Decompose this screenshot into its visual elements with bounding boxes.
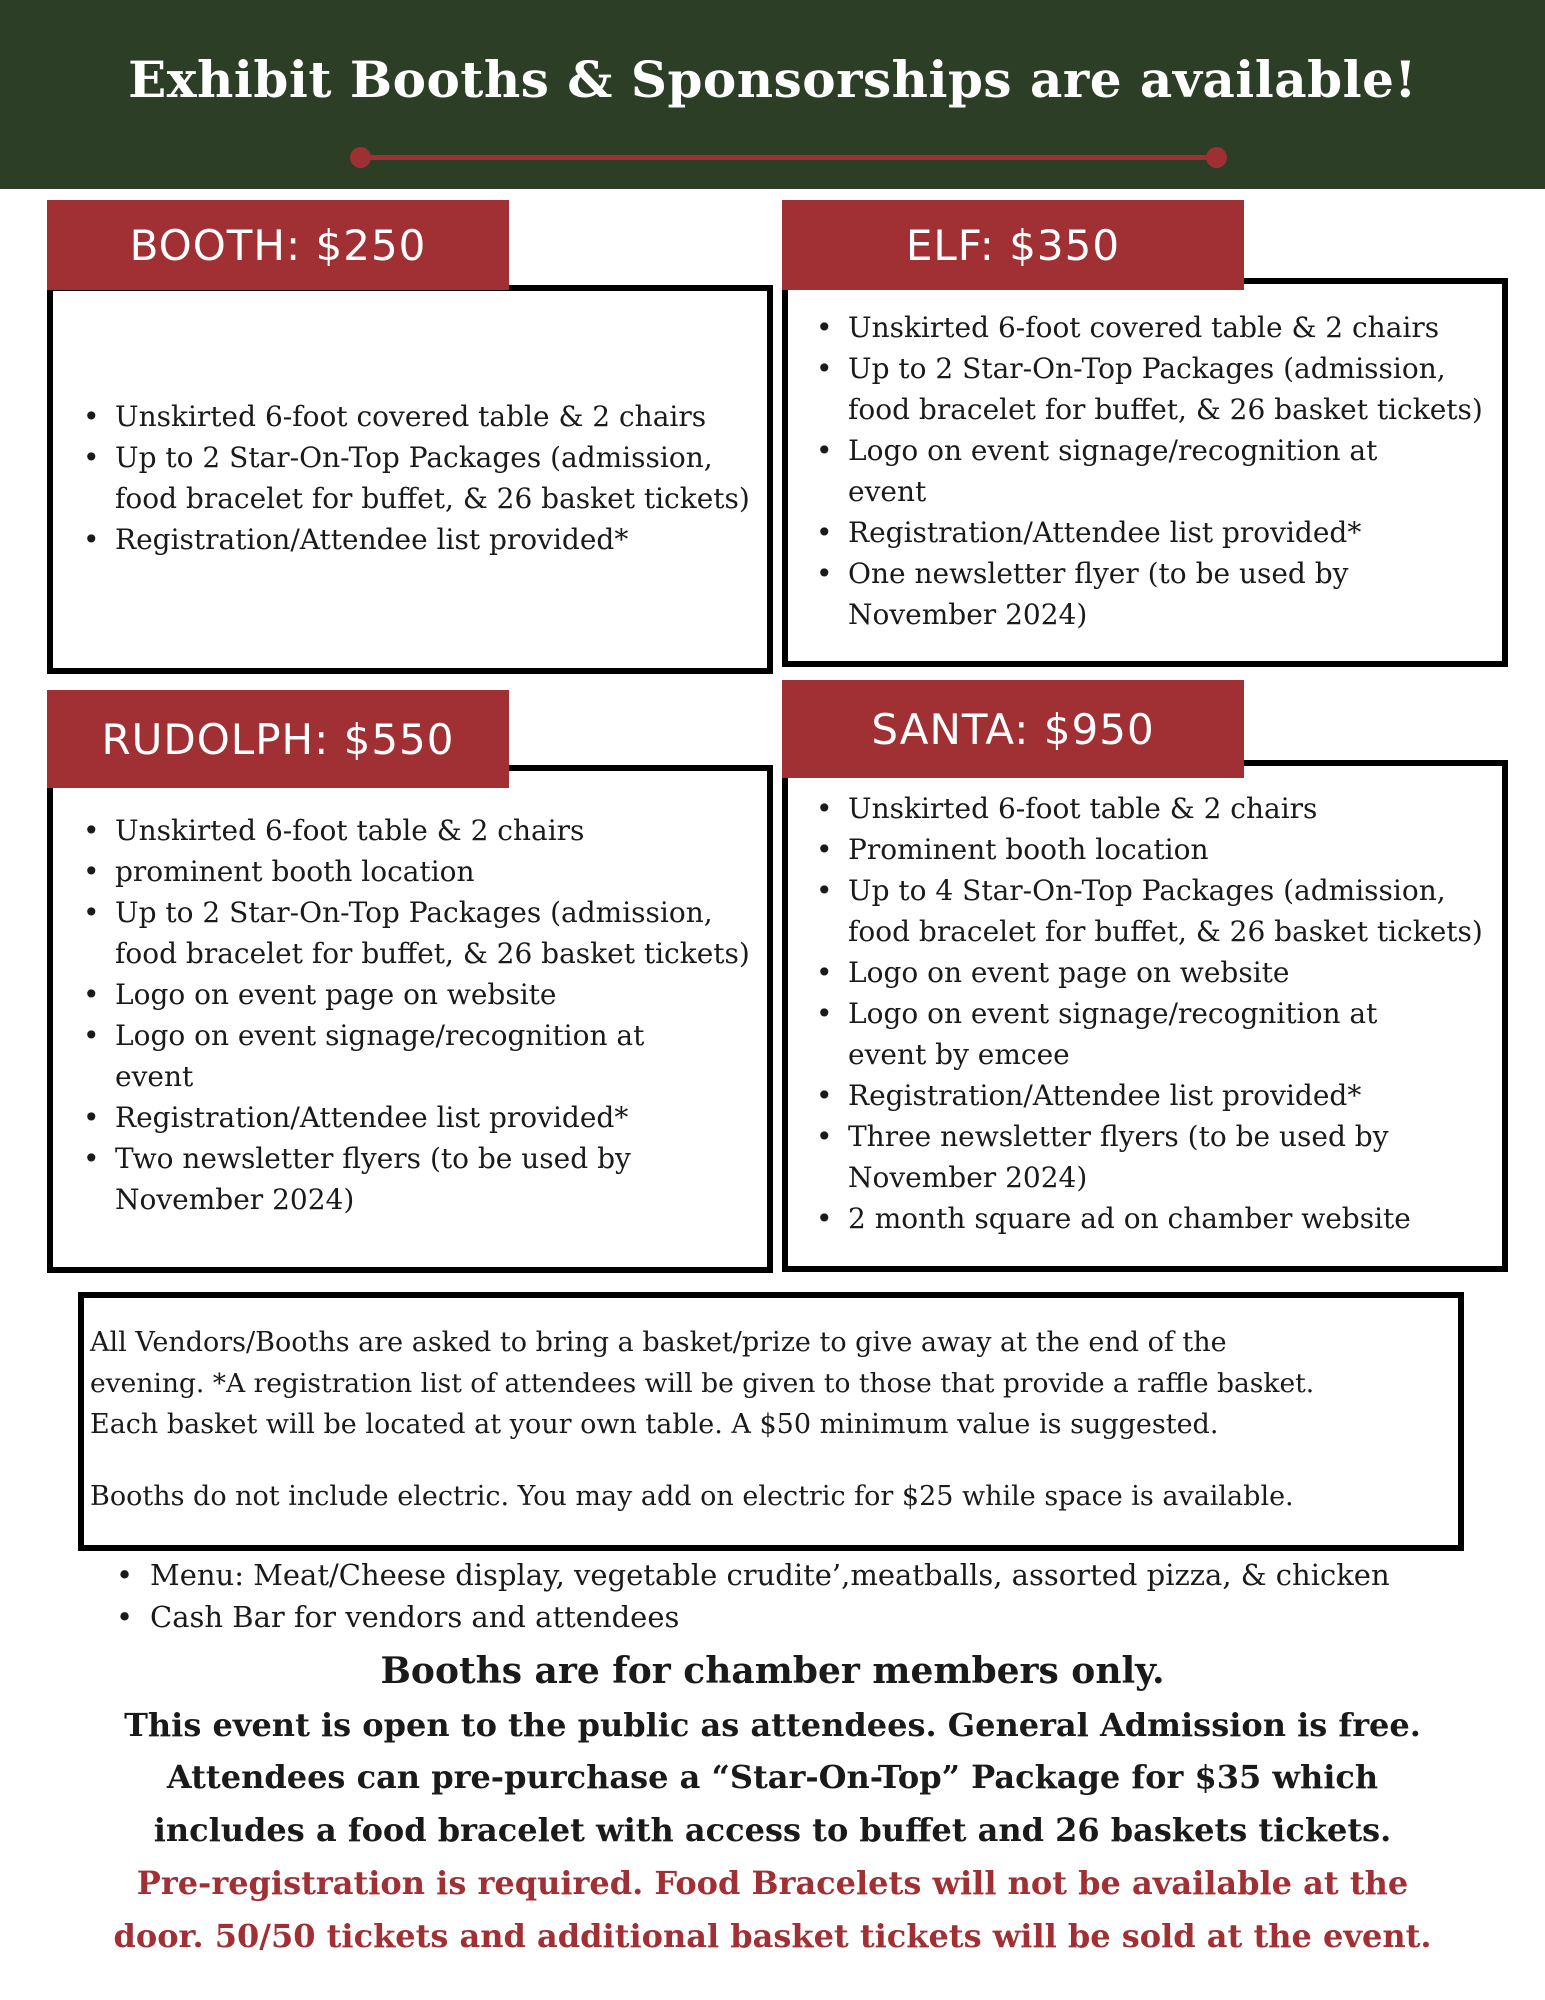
santa-package-items [808, 788, 1508, 1239]
public-info-line: includes a food bracelet with access to buffet and 26 baskets tickets. [153, 1811, 1392, 1849]
list-item: November 2024) [848, 598, 1088, 631]
booth-package-label: BOOTH: $250 [47, 200, 509, 290]
header-banner [0, 0, 1545, 189]
list-item: • Menu: Meat/Cheese display, vegetable crudite’,meatballs, assorted pizza, & chicken [110, 1554, 1390, 1596]
public-info-line: This event is open to the public as attendees. General Admission is free. [124, 1706, 1421, 1744]
list-item: • Logo on event page on website [808, 952, 1508, 993]
list-item: food bracelet for buffet, & 26 basket tickets) [848, 393, 1483, 426]
electric-note: Booths do not include electric. You may add on electric for $25 while space is available. [90, 1481, 1294, 1512]
list-item: • Logo on event signage/recognition at [808, 993, 1508, 1034]
public-info-line: Attendees can pre-purchase a “Star-On-Top” Package for $35 which [166, 1758, 1379, 1796]
preregistration-line: door. 50/50 tickets and additional basket tickets will be sold at the event. [113, 1917, 1432, 1955]
list-item: • Up to 2 Star-On-Top Packages (admission, [75, 437, 775, 478]
list-item: • Registration/Attendee list provided* [808, 512, 1508, 553]
rudolph-package-items [75, 810, 775, 1220]
list-item: • Two newsletter flyers (to be used by [75, 1138, 775, 1179]
page-title: Exhibit Booths & Sponsorships are available! [128, 50, 1417, 109]
list-item: • Registration/Attendee list provided* [808, 1075, 1508, 1116]
preregistration-line: Pre-registration is required. Food Bracelets will not be available at the [136, 1864, 1409, 1902]
santa-package-label: SANTA: $950 [782, 680, 1244, 778]
list-item: • Registration/Attendee list provided* [75, 519, 775, 560]
list-item: • Up to 2 Star-On-Top Packages (admission, [75, 892, 775, 933]
list-item: food bracelet for buffet, & 26 basket tickets) [848, 915, 1483, 948]
list-item: November 2024) [115, 1183, 355, 1216]
booth-package-items [75, 396, 775, 560]
list-item: event [848, 475, 927, 508]
vendor-note-line: evening. *A registration list of attendees will be given to those that provide a raffle basket. [90, 1368, 1315, 1399]
list-item: • Unskirted 6-foot table & 2 chairs [75, 810, 775, 851]
list-item: • Registration/Attendee list provided* [75, 1097, 775, 1138]
vendor-note-line: All Vendors/Booths are asked to bring a basket/prize to give away at the end of the [90, 1327, 1227, 1358]
divider-dot-left [350, 147, 371, 168]
vendor-note-line: Each basket will be located at your own table. A $50 minimum value is suggested. [90, 1409, 1219, 1440]
list-item: • One newsletter flyer (to be used by [808, 553, 1508, 594]
elf-package-items [808, 307, 1508, 635]
list-item: • Cash Bar for vendors and attendees [110, 1596, 1390, 1638]
extras-list [110, 1554, 1390, 1638]
list-item: event by emcee [848, 1038, 1070, 1071]
list-item: • Three newsletter flyers (to be used by [808, 1116, 1508, 1157]
divider-dot-right [1206, 147, 1227, 168]
list-item: • Unskirted 6-foot table & 2 chairs [808, 788, 1508, 829]
list-item: November 2024) [848, 1161, 1088, 1194]
list-item: • Prominent booth location [808, 829, 1508, 870]
list-item: • prominent booth location [75, 851, 775, 892]
elf-package-label: ELF: $350 [782, 200, 1244, 290]
list-item: • Logo on event signage/recognition at [75, 1015, 775, 1056]
list-item: • Unskirted 6-foot covered table & 2 chairs [75, 396, 775, 437]
list-item: food bracelet for buffet, & 26 basket tickets) [115, 482, 750, 515]
header-divider [360, 155, 1217, 160]
rudolph-package-label: RUDOLPH: $550 [47, 690, 509, 788]
list-item: • 2 month square ad on chamber website [808, 1198, 1508, 1239]
list-item: event [115, 1060, 194, 1093]
members-only-heading: Booths are for chamber members only. [380, 1650, 1165, 1692]
list-item: • Up to 4 Star-On-Top Packages (admission, [808, 870, 1508, 911]
list-item: • Unskirted 6-foot covered table & 2 chairs [808, 307, 1508, 348]
list-item: • Logo on event page on website [75, 974, 775, 1015]
list-item: • Up to 2 Star-On-Top Packages (admission, [808, 348, 1508, 389]
list-item: • Logo on event signage/recognition at [808, 430, 1508, 471]
list-item: food bracelet for buffet, & 26 basket tickets) [115, 937, 750, 970]
